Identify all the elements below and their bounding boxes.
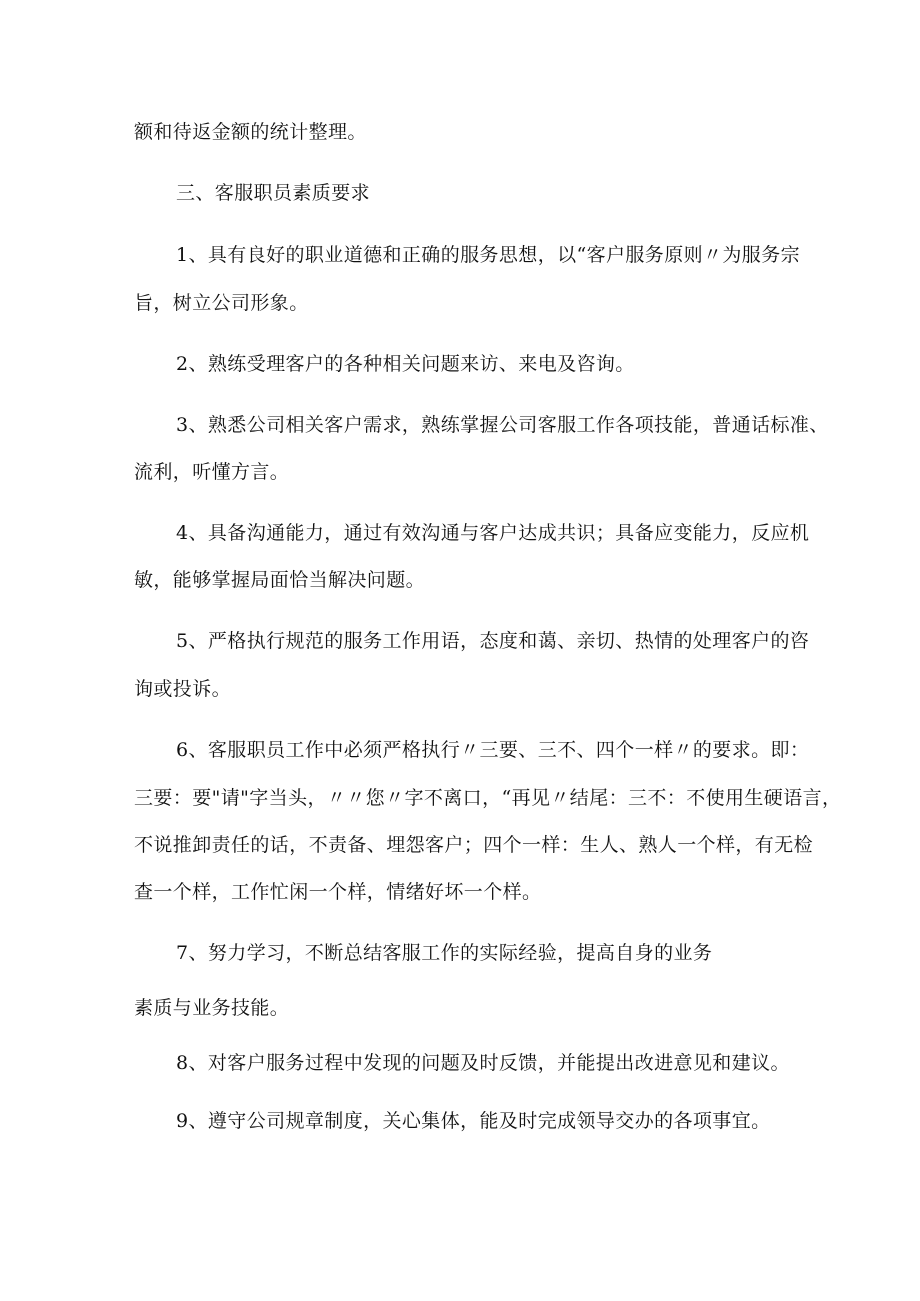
item-6-line-2: 三要：要"请"字当头，〃〃您〃字不离口，“再见〃结尾：三不：不使用生硬语言，	[134, 787, 842, 809]
section-heading: 三、客服职员素质要求	[176, 182, 371, 204]
item-1-line-1: 1、具有良好的职业道德和正确的服务思想，以“客户服务原则〃为服务宗	[176, 244, 801, 266]
item-9-line-1: 9、遵守公司规章制度，关心集体，能及时完成领导交办的各项事宜。	[176, 1110, 771, 1132]
intro-tail-text: 额和待返金额的统计整理。	[134, 121, 367, 143]
item-8-line-1: 8、对客户服务过程中发现的问题及时反馈，并能提出改进意见和建议。	[176, 1052, 790, 1074]
item-4-line-1: 4、具备沟通能力，通过有效沟通与客户达成共识；具备应变能力，反应机	[176, 522, 810, 544]
item-6-line-4: 查一个样，工作忙闲一个样，情绪好坏一个样。	[134, 881, 542, 903]
item-5-line-2: 询或投诉。	[134, 678, 232, 700]
item-5-line-1: 5、严格执行规范的服务工作用语，态度和蔼、亲切、热情的处理客户的咨	[176, 630, 810, 652]
item-2-line-1: 2、熟练受理客户的各种相关问题来访、来电及咨询。	[176, 353, 635, 375]
item-4-line-2: 敏，能够掌握局面恰当解决问题。	[134, 569, 426, 591]
item-7-line-1: 7、努力学习，不断总结客服工作的实际经验，提高自身的业务	[176, 942, 713, 964]
item-3-line-2: 流利，听懂方言。	[134, 461, 290, 483]
item-1-line-2: 旨，树立公司形象。	[134, 292, 309, 314]
item-6-line-3: 不说推卸责任的话，不责备、埋怨客户；四个一样：生人、熟人一个样，有无检	[134, 834, 814, 856]
item-7-line-2: 素质与业务技能。	[134, 997, 290, 1019]
item-6-line-1: 6、客服职员工作中必须严格执行〃三要、三不、四个一样〃的要求。即：	[176, 739, 810, 761]
item-3-line-1: 3、熟悉公司相关客户需求，熟练掌握公司客服工作各项技能，普通话标准、	[176, 414, 829, 436]
